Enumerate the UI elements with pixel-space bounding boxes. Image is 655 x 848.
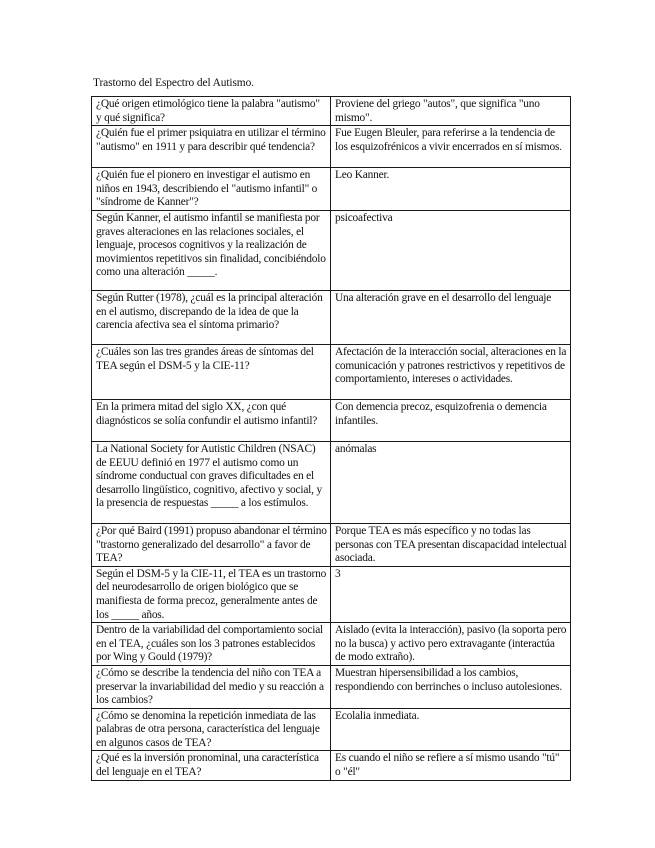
- question-cell: Según Kanner, el autismo infantil se manifiesta por graves alteraciones en las relaciones sociales, el lenguaje, procesos cognitivos y la realización de movimientos repetitivos sin finalidad, concibiéndolo como una alteración _____.: [92, 210, 331, 290]
- answer-cell: Es cuando el niño se refiere a sí mismo usando "tú" o "él": [331, 751, 571, 780]
- question-cell: ¿Cómo se denomina la repetición inmediata de las palabras de otra persona, característica del lenguaje en algunos casos de TEA?: [92, 708, 331, 751]
- table-row: [92, 441, 571, 523]
- answer-cell: Una alteración grave en el desarrollo del lenguaje: [331, 290, 571, 344]
- table-row: [92, 708, 571, 751]
- table-row: [92, 126, 571, 168]
- question-cell: La National Society for Autistic Children (NSAC) de EEUU definió en 1977 el autismo como un síndrome conductual con graves dificultades en el desarrollo lingüístico, cognitivo, afectivo y social, y la presencia de respuestas _____ a los estímulos.: [92, 441, 331, 523]
- answer-cell: Ecolalia inmediata.: [331, 708, 571, 751]
- answer-cell: Proviene del griego "autos", que significa "uno mismo".: [331, 97, 571, 126]
- answer-cell: anómalas: [331, 441, 571, 523]
- qa-table: [91, 96, 571, 781]
- answer-cell: Leo Kanner.: [331, 168, 571, 211]
- table-row: [92, 210, 571, 290]
- table-row: [92, 344, 571, 399]
- document-title: Trastorno del Espectro del Autismo.: [93, 77, 254, 89]
- answer-cell: Aislado (evita la interacción), pasivo (la soporta pero no la busca) y activo pero extravagante (interactúa de modo extraño).: [331, 623, 571, 666]
- question-cell: Dentro de la variabilidad del comportamiento social en el TEA, ¿cuáles son los 3 patrones establecidos por Wing y Gould (1979)?: [92, 623, 331, 666]
- answer-cell: 3: [331, 566, 571, 622]
- table-row: [92, 665, 571, 708]
- question-cell: ¿Cómo se describe la tendencia del niño con TEA a preservar la invariabilidad del medio y su reacción a los cambios?: [92, 665, 331, 708]
- answer-cell: Afectación de la interacción social, alteraciones en la comunicación y patrones restrictivos y repetitivos de comportamiento, intereses o actividades.: [331, 344, 571, 399]
- table-row: [92, 399, 571, 441]
- answer-cell: psicoafectiva: [331, 210, 571, 290]
- answer-cell: Con demencia precoz, esquizofrenia o demencia infantiles.: [331, 399, 571, 441]
- table-row: [92, 566, 571, 622]
- table-row: [92, 97, 571, 126]
- table-row: [92, 751, 571, 780]
- table-row: [92, 290, 571, 344]
- table-row: [92, 168, 571, 211]
- answer-cell: Muestran hipersensibilidad a los cambios, respondiendo con berrinches o incluso autolesiones.: [331, 665, 571, 708]
- answer-cell: Porque TEA es más específico y no todas las personas con TEA presentan discapacidad intelectual asociada.: [331, 523, 571, 566]
- question-cell: ¿Cuáles son las tres grandes áreas de síntomas del TEA según el DSM-5 y la CIE-11?: [92, 344, 331, 399]
- table-row: [92, 523, 571, 566]
- question-cell: ¿Quién fue el primer psiquiatra en utilizar el término "autismo" en 1911 y para describir qué tendencia?: [92, 126, 331, 168]
- question-cell: ¿Qué es la inversión pronominal, una característica del lenguaje en el TEA?: [92, 751, 331, 780]
- question-cell: ¿Por qué Baird (1991) propuso abandonar el término "trastorno generalizado del desarrollo" a favor de TEA?: [92, 523, 331, 566]
- answer-cell: Fue Eugen Bleuler, para referirse a la tendencia de los esquizofrénicos a vivir encerrados en sí mismos.: [331, 126, 571, 168]
- question-cell: ¿Qué origen etimológico tiene la palabra "autismo" y qué significa?: [92, 97, 331, 126]
- table-row: [92, 623, 571, 666]
- question-cell: Según Rutter (1978), ¿cuál es la principal alteración en el autismo, discrepando de la idea de que la carencia afectiva sea el síntoma primario?: [92, 290, 331, 344]
- question-cell: ¿Quién fue el pionero en investigar el autismo en niños en 1943, describiendo el "autismo infantil" o "síndrome de Kanner"?: [92, 168, 331, 211]
- question-cell: En la primera mitad del siglo XX, ¿con qué diagnósticos se solía confundir el autismo infantil?: [92, 399, 331, 441]
- question-cell: Según el DSM-5 y la CIE-11, el TEA es un trastorno del neurodesarrollo de origen biológico que se manifiesta de forma precoz, generalmente antes de los _____ años.: [92, 566, 331, 622]
